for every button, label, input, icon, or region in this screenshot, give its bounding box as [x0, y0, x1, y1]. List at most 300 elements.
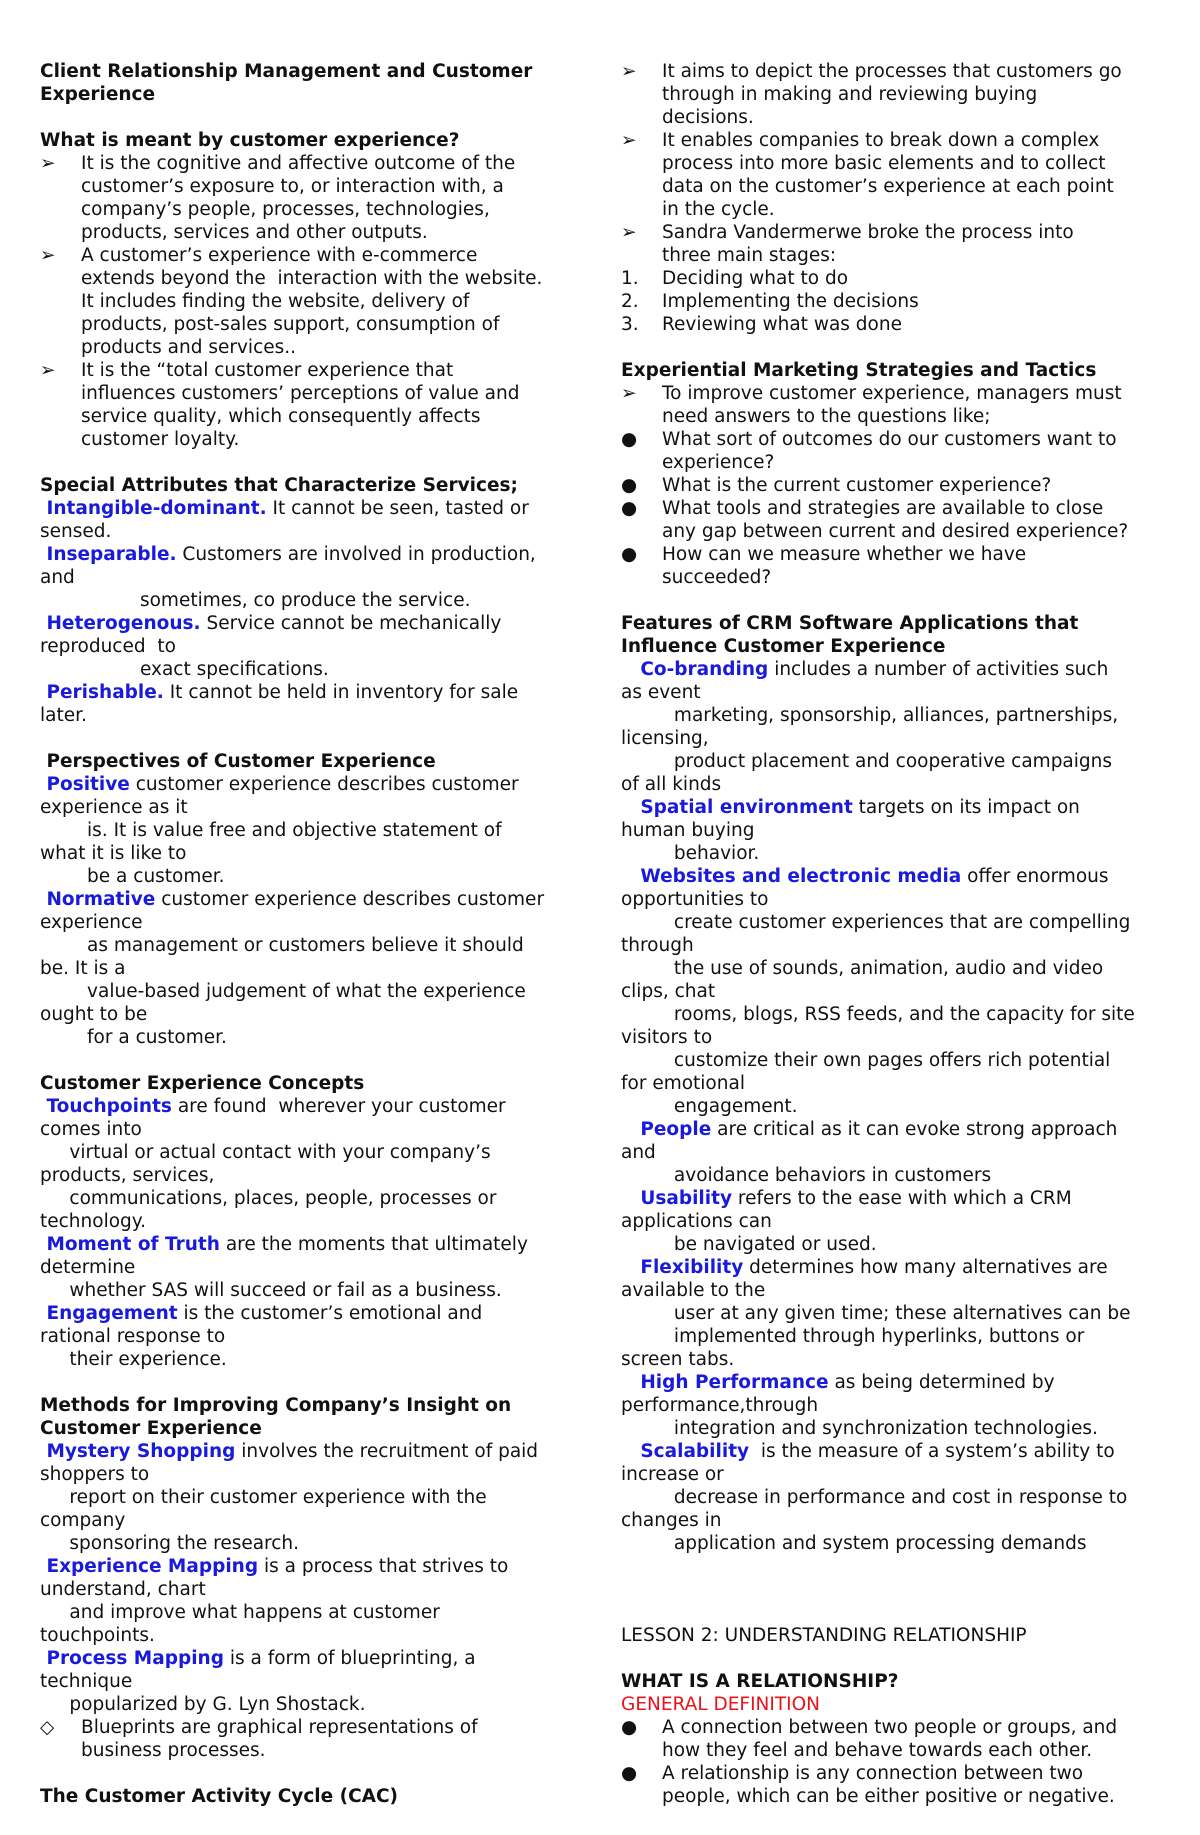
- spacer: [40, 106, 595, 129]
- entry-line: [621, 773, 1176, 796]
- bullet-icon: ●: [621, 1717, 638, 1738]
- term-label: Mystery Shopping: [40, 1441, 236, 1462]
- entry-line: [621, 888, 1176, 911]
- entry-text: experience: [40, 912, 143, 933]
- definition-label: GENERAL DEFINITION: [621, 1694, 820, 1715]
- list-item-line: experience?: [662, 452, 775, 473]
- entry-text: involves the recruitment of paid: [235, 1441, 539, 1462]
- list-number: 3.: [621, 314, 639, 335]
- bullet-icon: ●: [621, 498, 638, 519]
- entry-text: behavior.: [621, 843, 760, 864]
- list-item-line: products, services and other outputs.: [81, 222, 428, 243]
- entry-text: visitors to: [621, 1027, 713, 1048]
- entry-text: communications, places, people, processes or: [40, 1188, 497, 1209]
- list-item: [621, 290, 1176, 313]
- entry-text: application and system processing demands: [621, 1533, 1087, 1554]
- entry-text: rooms, blogs, RSS feeds, and the capacity for site: [621, 1004, 1135, 1025]
- entry-line: [40, 1578, 595, 1601]
- term-label: Positive: [40, 774, 130, 795]
- list-item-line: extends beyond the interaction with the website.: [81, 268, 543, 289]
- bullet-icon: ●: [621, 544, 638, 565]
- entry-line: [40, 1118, 595, 1141]
- entry-line: [40, 1279, 595, 1302]
- entry-text: offer enormous: [961, 866, 1109, 887]
- list-item-line: customer’s exposure to, or interaction with, a: [81, 176, 504, 197]
- list-item-line: Reviewing what was done: [662, 314, 902, 335]
- term-entry: [621, 1440, 1176, 1555]
- entry-line: [40, 773, 595, 796]
- list-item-line: products and services..: [81, 337, 297, 358]
- entry-text: are critical as it can evoke strong approach: [711, 1119, 1118, 1140]
- term-label: Heterogenous.: [40, 613, 201, 634]
- entry-line: [621, 1394, 1176, 1417]
- entry-text: integration and synchronization technologies.: [621, 1418, 1098, 1439]
- entry-text: customer experience describes customer: [129, 774, 519, 795]
- entry-line: [40, 819, 595, 842]
- entry-text: ought to be: [40, 1004, 148, 1025]
- spacer: [621, 1647, 1176, 1670]
- bullet-icon: ➢: [40, 153, 56, 174]
- entry-line: [40, 796, 595, 819]
- entry-text: is a process that strives to: [258, 1556, 509, 1577]
- list-item-line: A customer’s experience with e-commerce: [81, 245, 478, 266]
- entry-text: the use of sounds, animation, audio and video: [621, 958, 1104, 979]
- entry-text: be navigated or used.: [621, 1234, 877, 1255]
- entry-line: [40, 1624, 595, 1647]
- term-label: Experience Mapping: [40, 1556, 259, 1577]
- entry-line: [621, 796, 1176, 819]
- entry-text: sensed.: [40, 521, 112, 542]
- entry-line: [40, 1693, 595, 1716]
- entry-text: is a form of blueprinting, a: [223, 1648, 476, 1669]
- list-item-line: What tools and strategies are available to close: [662, 498, 1104, 519]
- entry-text: avoidance behaviors in customers: [621, 1165, 992, 1186]
- term-entry: [621, 1187, 1176, 1256]
- right-column: [621, 60, 1176, 1808]
- term-label: Inseparable.: [40, 544, 177, 565]
- entry-line: [621, 1187, 1176, 1210]
- list-item-line: Sandra Vandermerwe broke the process into: [662, 222, 1074, 243]
- entry-line: [40, 934, 595, 957]
- entry-line: [40, 1348, 595, 1371]
- entry-text: experience as it: [40, 797, 188, 818]
- entry-line: [621, 1302, 1176, 1325]
- list-item-line: Implementing the decisions: [662, 291, 919, 312]
- entry-line: [40, 1256, 595, 1279]
- entry-text: reproduced to: [40, 636, 176, 657]
- term-label: Engagement: [40, 1303, 178, 1324]
- term-entry: [40, 543, 595, 612]
- list-item-line: through in making and reviewing buying: [662, 84, 1038, 105]
- list-item-line: A relationship is any connection between two: [662, 1763, 1084, 1784]
- entry-line: [40, 842, 595, 865]
- list-item-line: It enables companies to break down a complex: [662, 130, 1100, 151]
- entry-text: opportunities to: [621, 889, 769, 910]
- entry-line: [40, 497, 595, 520]
- entry-text: report on their customer experience with the: [40, 1487, 487, 1508]
- entry-line: [40, 543, 595, 566]
- entry-line: [40, 1187, 595, 1210]
- list-item-line: It is the cognitive and affective outcome of the: [81, 153, 516, 174]
- entry-line: [621, 934, 1176, 957]
- entry-text: determine: [40, 1257, 136, 1278]
- entry-line: [621, 1233, 1176, 1256]
- entry-text: for a customer.: [40, 1027, 227, 1048]
- list-item-line: decisions.: [662, 107, 754, 128]
- list-item-line: how they feel and behave towards each other.: [662, 1740, 1093, 1761]
- section-heading: The Customer Activity Cycle (CAC): [40, 1786, 399, 1807]
- entry-line: [621, 1348, 1176, 1371]
- entry-line: [621, 1026, 1176, 1049]
- entry-text: sometimes, co produce the service.: [40, 590, 471, 611]
- list-number: 2.: [621, 291, 639, 312]
- entry-text: their experience.: [40, 1349, 227, 1370]
- entry-line: [621, 957, 1176, 980]
- entry-text: changes in: [621, 1510, 722, 1531]
- entry-text: It cannot be held in inventory for sale: [163, 682, 519, 703]
- list-item: [621, 1716, 1176, 1762]
- entry-line: [621, 1417, 1176, 1440]
- spacer: [40, 451, 595, 474]
- entry-line: [40, 1095, 595, 1118]
- bullet-icon: ➢: [621, 383, 637, 404]
- list-item-line: any gap between current and desired experience?: [662, 521, 1129, 542]
- entry-line: [621, 865, 1176, 888]
- list-item-line: people, which can be either positive or negative.: [662, 1786, 1115, 1807]
- entry-line: [40, 1509, 595, 1532]
- entry-text: and: [40, 567, 75, 588]
- section-heading: Customer Experience: [40, 1418, 262, 1439]
- list-item-line: How can we measure whether we have: [662, 544, 1027, 565]
- entry-text: technique: [40, 1671, 133, 1692]
- entry-text: is the measure of a system’s ability to: [749, 1441, 1115, 1462]
- list-item-line: It is the “total customer experience that: [81, 360, 454, 381]
- entry-line: [40, 658, 595, 681]
- entry-text: customer experience describes customer: [155, 889, 545, 910]
- entry-line: [40, 1532, 595, 1555]
- entry-text: is the customer’s emotional and: [177, 1303, 483, 1324]
- entry-text: clips, chat: [621, 981, 716, 1002]
- entry-text: of all kinds: [621, 774, 722, 795]
- list-item: [621, 60, 1176, 129]
- entry-text: marketing, sponsorship, alliances, partnerships,: [621, 705, 1119, 726]
- entry-text: later.: [40, 705, 87, 726]
- list-item: [621, 497, 1176, 543]
- entry-line: [621, 1325, 1176, 1348]
- spacer: [621, 1578, 1176, 1601]
- entry-line: [621, 1440, 1176, 1463]
- term-entry: [40, 888, 595, 1049]
- entry-line: [621, 1256, 1176, 1279]
- entry-text: screen tabs.: [621, 1349, 735, 1370]
- list-item: [40, 1716, 595, 1762]
- entry-line: [40, 1555, 595, 1578]
- list-item: [621, 1762, 1176, 1808]
- list-item: [621, 543, 1176, 589]
- list-item-line: influences customers’ perceptions of value and: [81, 383, 520, 404]
- entry-text: for emotional: [621, 1073, 745, 1094]
- term-label: Moment of Truth: [40, 1234, 220, 1255]
- bullet-icon: ●: [621, 1763, 638, 1784]
- entry-text: as event: [621, 682, 701, 703]
- list-item-line: three main stages:: [662, 245, 837, 266]
- list-item: [621, 313, 1176, 336]
- list-item-line: business processes.: [81, 1740, 266, 1761]
- term-entry: [621, 865, 1176, 1118]
- entry-text: technology.: [40, 1211, 146, 1232]
- entry-line: [621, 681, 1176, 704]
- term-entry: [40, 1647, 595, 1716]
- list-item-line: process into more basic elements and to collect: [662, 153, 1106, 174]
- spacer: [40, 1762, 595, 1785]
- list-item: [621, 129, 1176, 221]
- entry-text: sponsoring the research.: [40, 1533, 300, 1554]
- section-heading: Special Attributes that Characterize Services;: [40, 475, 518, 496]
- entry-line: [621, 1164, 1176, 1187]
- entry-text: be. It is a: [40, 958, 126, 979]
- entry-text: decrease in performance and cost in response to: [621, 1487, 1128, 1508]
- list-item: [40, 359, 595, 451]
- entry-text: products, services,: [40, 1165, 215, 1186]
- term-label: Normative: [40, 889, 156, 910]
- entry-line: [621, 1486, 1176, 1509]
- list-item-line: service quality, which consequently affects: [81, 406, 481, 427]
- section-heading: Client Relationship Management and Customer: [40, 61, 533, 82]
- entry-line: [40, 589, 595, 612]
- list-item-line: Blueprints are graphical representations of: [81, 1717, 478, 1738]
- entry-text: is. It is value free and objective statement of: [40, 820, 502, 841]
- term-label: People: [621, 1119, 712, 1140]
- entry-text: and improve what happens at customer: [40, 1602, 440, 1623]
- entry-text: product placement and cooperative campaigns: [621, 751, 1113, 772]
- entry-text: what it is like to: [40, 843, 187, 864]
- term-label: High Performance: [621, 1372, 829, 1393]
- entry-text: be a customer.: [40, 866, 225, 887]
- spacer: [40, 727, 595, 750]
- section-heading: Features of CRM Software Applications that: [621, 613, 1079, 634]
- list-item-line: succeeded?: [662, 567, 772, 588]
- entry-line: [40, 520, 595, 543]
- list-item-line: What sort of outcomes do our customers want to: [662, 429, 1117, 450]
- entry-line: [621, 1509, 1176, 1532]
- list-item-line: customer loyalty.: [81, 429, 240, 450]
- section-heading: Perspectives of Customer Experience: [40, 751, 436, 772]
- entry-line: [40, 1210, 595, 1233]
- entry-line: [621, 1072, 1176, 1095]
- term-label: Touchpoints: [40, 1096, 172, 1117]
- term-entry: [40, 773, 595, 888]
- entry-line: [40, 1647, 595, 1670]
- list-item-line: It aims to depict the processes that customers go: [662, 61, 1122, 82]
- list-item-line: company’s people, processes, technologies,: [81, 199, 490, 220]
- term-label: Perishable.: [40, 682, 164, 703]
- entry-line: [40, 1486, 595, 1509]
- entry-text: value-based judgement of what the experience: [40, 981, 526, 1002]
- entry-text: determines how many alternatives are: [743, 1257, 1108, 1278]
- entry-line: [40, 1141, 595, 1164]
- section-heading: Methods for Improving Company’s Insight on: [40, 1395, 512, 1416]
- section-heading: Customer Experience Concepts: [40, 1073, 365, 1094]
- entry-line: [621, 1118, 1176, 1141]
- entry-line: [40, 1026, 595, 1049]
- entry-line: [40, 1670, 595, 1693]
- term-entry: [621, 1118, 1176, 1187]
- list-item: [621, 221, 1176, 267]
- section-heading: What is meant by customer experience?: [40, 130, 460, 151]
- term-label: Co-branding: [621, 659, 769, 680]
- left-column: [40, 60, 595, 1808]
- list-number: 1.: [621, 268, 639, 289]
- list-item: [621, 382, 1176, 428]
- entry-line: [40, 566, 595, 589]
- list-item: [621, 428, 1176, 474]
- term-entry: [40, 612, 595, 681]
- entry-text: and: [621, 1142, 656, 1163]
- list-item-line: Deciding what to do: [662, 268, 849, 289]
- term-label: Usability: [621, 1188, 733, 1209]
- entry-text: as management or customers believe it should: [40, 935, 524, 956]
- entry-text: popularized by G. Lyn Shostack.: [40, 1694, 366, 1715]
- entry-line: [40, 1601, 595, 1624]
- entry-line: [40, 888, 595, 911]
- spacer: [621, 589, 1176, 612]
- entry-line: [621, 980, 1176, 1003]
- list-item-line: To improve customer experience, managers must: [662, 383, 1122, 404]
- list-item-line: in the cycle.: [662, 199, 775, 220]
- entry-line: [40, 865, 595, 888]
- entry-text: engagement.: [621, 1096, 798, 1117]
- bullet-icon: ➢: [621, 130, 637, 151]
- lesson-title: LESSON 2: UNDERSTANDING RELATIONSHIP: [621, 1625, 1027, 1646]
- spacer: [621, 336, 1176, 359]
- entry-line: [40, 1233, 595, 1256]
- entry-line: [40, 612, 595, 635]
- entry-line: [621, 1095, 1176, 1118]
- term-label: Intangible-dominant.: [40, 498, 267, 519]
- term-label: Process Mapping: [40, 1648, 224, 1669]
- section-heading: WHAT IS A RELATIONSHIP?: [621, 1671, 899, 1692]
- entry-text: customize their own pages offers rich potential: [621, 1050, 1111, 1071]
- entry-text: refers to the ease with which a CRM: [732, 1188, 1072, 1209]
- entry-text: touchpoints.: [40, 1625, 155, 1646]
- bullet-icon: ●: [621, 475, 638, 496]
- entry-text: implemented through hyperlinks, buttons or: [621, 1326, 1085, 1347]
- entry-line: [621, 911, 1176, 934]
- entry-line: [40, 1325, 595, 1348]
- term-label: Flexibility: [621, 1257, 744, 1278]
- bullet-icon: ➢: [40, 245, 56, 266]
- entry-line: [621, 750, 1176, 773]
- entry-line: [621, 658, 1176, 681]
- list-item-line: It includes finding the website, delivery of: [81, 291, 470, 312]
- entry-line: [621, 1371, 1176, 1394]
- list-item-line: A connection between two people or groups, and: [662, 1717, 1118, 1738]
- entry-text: Customers are involved in production,: [176, 544, 536, 565]
- section-heading: Experiential Marketing Strategies and Tactics: [621, 360, 1097, 381]
- entry-text: exact specifications.: [40, 659, 329, 680]
- list-item-line: data on the customer’s experience at each point: [662, 176, 1114, 197]
- entry-text: targets on its impact on: [852, 797, 1080, 818]
- entry-line: [40, 1440, 595, 1463]
- entry-text: whether SAS will succeed or fail as a business.: [40, 1280, 502, 1301]
- term-entry: [40, 1555, 595, 1647]
- entry-line: [621, 1532, 1176, 1555]
- entry-line: [40, 1302, 595, 1325]
- spacer: [621, 1555, 1176, 1578]
- entry-line: [621, 819, 1176, 842]
- list-item-line: need answers to the questions like;: [662, 406, 991, 427]
- entry-line: [621, 1049, 1176, 1072]
- term-entry: [40, 497, 595, 543]
- bullet-icon: ➢: [621, 61, 637, 82]
- bullet-icon: ➢: [621, 222, 637, 243]
- entry-text: rational response to: [40, 1326, 226, 1347]
- term-entry: [621, 796, 1176, 865]
- entry-line: [621, 1141, 1176, 1164]
- list-item-line: products, post-sales support, consumption of: [81, 314, 500, 335]
- spacer: [40, 1371, 595, 1394]
- bullet-icon: ➢: [40, 360, 56, 381]
- term-entry: [621, 1256, 1176, 1371]
- entry-line: [621, 1003, 1176, 1026]
- entry-text: performance,through: [621, 1395, 819, 1416]
- entry-text: through: [621, 935, 694, 956]
- term-label: Scalability: [621, 1441, 750, 1462]
- term-entry: [40, 1095, 595, 1233]
- entry-line: [40, 635, 595, 658]
- list-item-line: What is the current customer experience?: [662, 475, 1052, 496]
- entry-text: create customer experiences that are compelling: [621, 912, 1131, 933]
- entry-text: as being determined by: [828, 1372, 1055, 1393]
- entry-text: are the moments that ultimately: [219, 1234, 528, 1255]
- entry-line: [40, 1463, 595, 1486]
- entry-line: [40, 1164, 595, 1187]
- entry-line: [40, 1003, 595, 1026]
- list-item: [40, 244, 595, 359]
- entry-text: available to the: [621, 1280, 766, 1301]
- term-label: Websites and electronic media: [621, 866, 962, 887]
- term-entry: [40, 1302, 595, 1371]
- entry-text: are found wherever your customer: [171, 1096, 506, 1117]
- term-label: Spatial environment: [621, 797, 853, 818]
- bullet-icon: ●: [621, 429, 638, 450]
- entry-line: [621, 704, 1176, 727]
- entry-text: user at any given time; these alternatives can be: [621, 1303, 1131, 1324]
- entry-text: Service cannot be mechanically: [200, 613, 502, 634]
- entry-text: understand, chart: [40, 1579, 206, 1600]
- entry-line: [621, 1463, 1176, 1486]
- spacer: [621, 1601, 1176, 1624]
- entry-text: increase or: [621, 1464, 724, 1485]
- entry-text: virtual or actual contact with your company’s: [40, 1142, 491, 1163]
- entry-text: includes a number of activities such: [768, 659, 1109, 680]
- section-heading: Influence Customer Experience: [621, 636, 946, 657]
- spacer: [40, 1049, 595, 1072]
- entry-text: human buying: [621, 820, 755, 841]
- entry-text: applications can: [621, 1211, 772, 1232]
- entry-line: [621, 727, 1176, 750]
- list-item: [40, 152, 595, 244]
- term-entry: [40, 1440, 595, 1555]
- entry-text: licensing,: [621, 728, 709, 749]
- list-item: [621, 267, 1176, 290]
- section-heading: Experience: [40, 84, 156, 105]
- entry-line: [621, 1210, 1176, 1233]
- entry-line: [40, 957, 595, 980]
- term-entry: [40, 681, 595, 727]
- entry-line: [40, 980, 595, 1003]
- entry-text: company: [40, 1510, 126, 1531]
